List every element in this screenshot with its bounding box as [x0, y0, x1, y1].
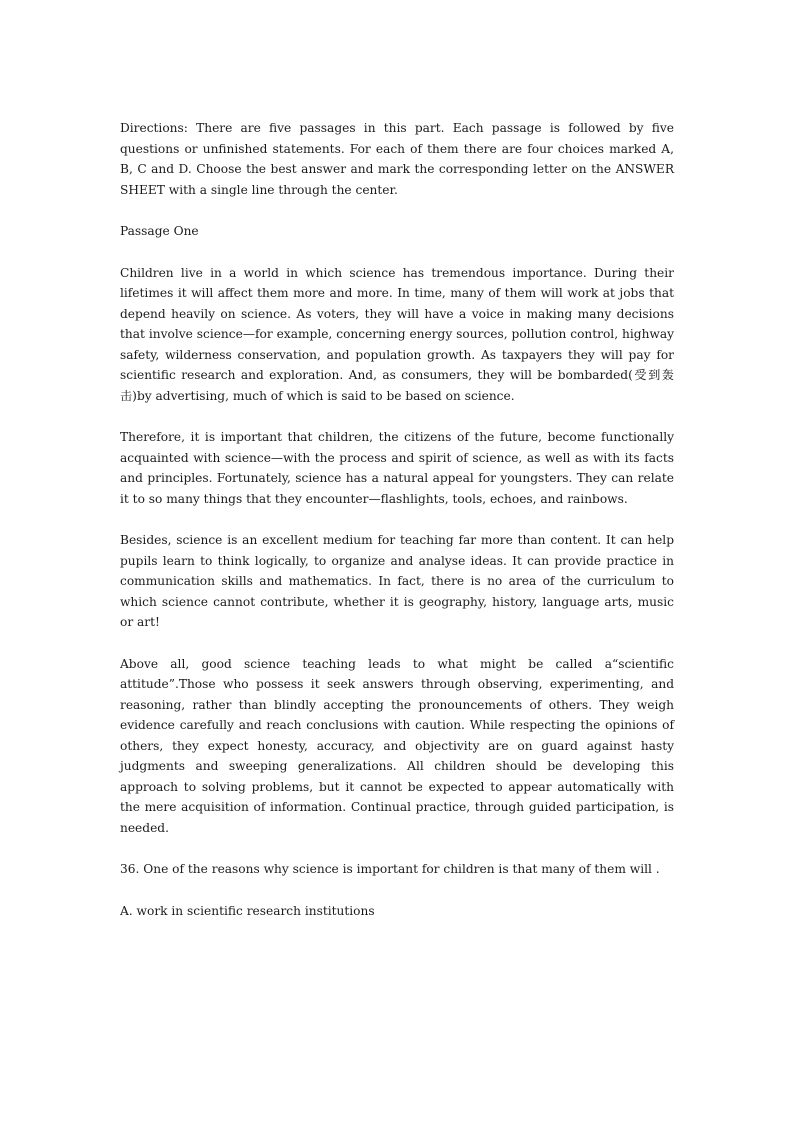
document-page: [120, 118, 674, 942]
passage-paragraph-2: Therefore, it is important that children, the citizens of the future, become functionally acquainted with science—with the process and spirit of science, as well as with its facts and principles. Fortunately, science has a natural appeal for youngsters. They can relate it to so many things that they encounter—flashlights, tools, echoes, and rainbows.: [120, 430, 674, 506]
question-36-option-a: A. work in scientific research institutions: [120, 903, 375, 918]
passage-paragraph-4: Above all, good science teaching leads to what might be called a“scientific attitude”.Those who possess it seek answers through observing, experimenting, and reasoning, rather than blindly accepting the pronouncements of others. They weigh evidence carefully and reach conclusions with caution. While respecting the opinions of others, they expect honesty, accuracy, and objectivity are on guard against hasty judgments and sweeping generalizations. All children should be developing this approach to solving problems, but it cannot be expected to appear automatically with the mere acquisition of information. Continual practice, through guided participation, is needed.: [120, 656, 674, 835]
directions-text: Directions: There are five passages in this part. Each passage is followed by five questions or unfinished statements. For each of them there are four choices marked A, B, C and D. Choose the best answer and mark the corresponding letter on the ANSWER SHEET with a single line through the center.: [120, 121, 674, 197]
passage-title: Passage One: [120, 224, 199, 238]
question-36: 36. One of the reasons why science is important for children is that many of them will .: [120, 862, 660, 876]
passage-paragraph-3: Besides, science is an excellent medium for teaching far more than content. It can help pupils learn to think logically, to organize and analyse ideas. It can provide practice in communication skills and mathematics. In fact, there is no area of the curriculum to which science cannot contribute, whether it is geography, history, language arts, music or art!: [120, 533, 674, 629]
passage-paragraph-1: Children live in a world in which science has tremendous importance. During their lifetimes it will affect them more and more. In time, many of them will work at jobs that depend heavily on science. As voters, they will have a voice in making many decisions that involve science—for example, concerning energy sources, pollution control, highway safety, wilderness conservation, and population growth. As taxpayers they will pay for scientific research and exploration. And, as consumers, they will be bombarded(受到轰击)by advertising, much of which is said to be based on science.: [120, 265, 674, 403]
